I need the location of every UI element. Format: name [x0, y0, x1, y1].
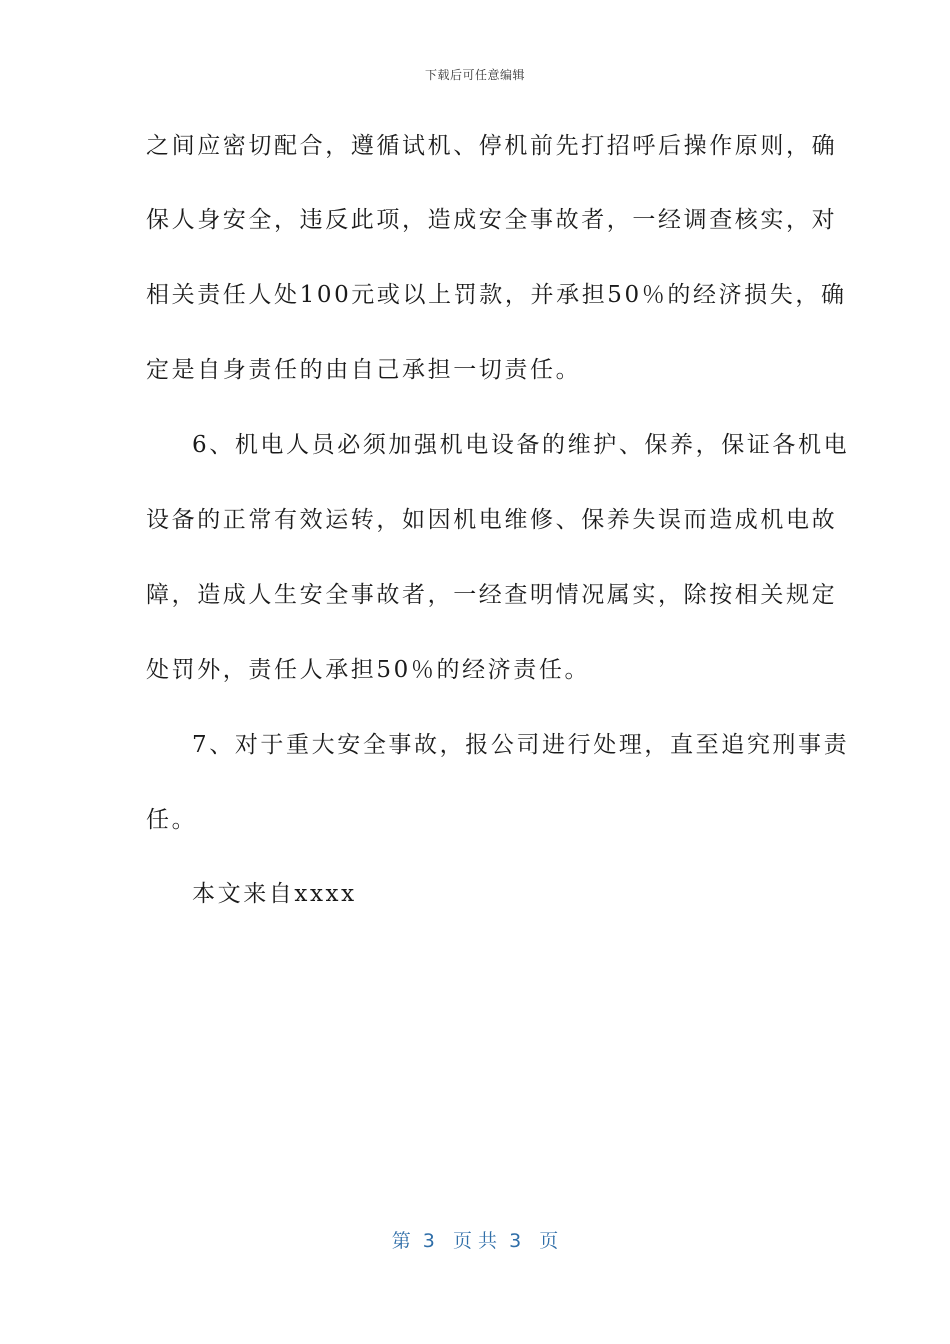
body-line: 定是自身责任的由自己承担一切责任。: [146, 357, 582, 383]
page-number-footer: 第 3 页 共 3 页: [391, 1230, 559, 1252]
body-line: 障，造成人生安全事故者，一经查明情况属实，除按相关规定: [146, 582, 838, 608]
body-line: 任。: [146, 807, 198, 833]
body-line: 相关责任人处100元或以上罚款，并承担50％的经济损失，确: [146, 282, 847, 308]
body-line: 6、机电人员必须加强机电设备的维护、保养，保证各机电: [192, 432, 850, 458]
body-line: 之间应密切配合，遵循试机、停机前先打招呼后操作原则，确: [146, 133, 838, 159]
header-note: 下载后可任意编辑: [424, 68, 525, 82]
body-line: 本文来自xxxx: [192, 881, 357, 907]
body-line: 处罚外，责任人承担50％的经济责任。: [146, 657, 591, 683]
body-line: 设备的正常有效运转，如因机电维修、保养失误而造成机电故: [146, 507, 838, 533]
body-line: 保人身安全，违反此项，造成安全事故者，一经调查核实，对: [146, 207, 838, 233]
body-line: 7、对于重大安全事故，报公司进行处理，直至追究刑事责: [192, 732, 850, 758]
